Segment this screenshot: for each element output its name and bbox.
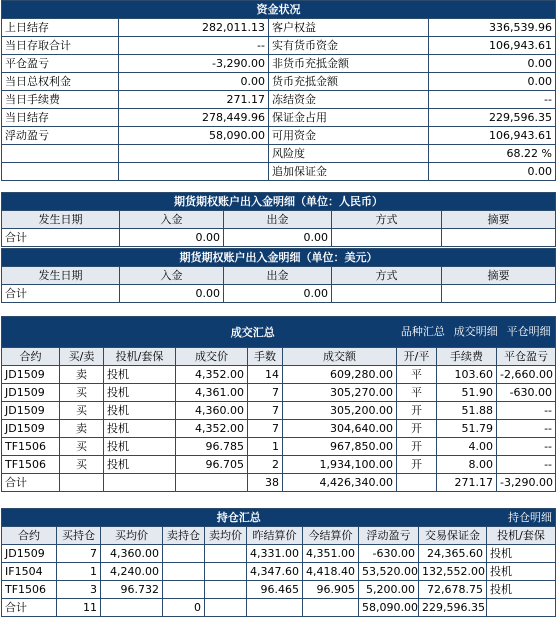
trades-cell: JD1509 xyxy=(2,420,60,438)
positions-cell: 7 xyxy=(57,545,101,563)
col-out: 出金 xyxy=(224,211,332,229)
positions-cell: 96.465 xyxy=(247,581,303,599)
funds-label: 当日总权利金 xyxy=(2,73,119,91)
trades-cell: 卖 xyxy=(60,366,104,384)
total-in: 0.00 xyxy=(120,285,224,303)
funds-value: 278,449.96 xyxy=(119,109,269,127)
table-row xyxy=(2,545,556,563)
total-amount: 4,426,340.00 xyxy=(283,474,397,492)
col-note: 摘要 xyxy=(442,211,556,229)
positions-cell xyxy=(205,563,247,581)
usd-cashflow-table xyxy=(1,248,556,303)
trades-cell: 投机 xyxy=(104,438,176,456)
positions-cell xyxy=(205,581,247,599)
funds-label: 当日结存 xyxy=(2,109,119,127)
trades-cell: 7 xyxy=(248,384,283,402)
trades-cell: 305,200.00 xyxy=(283,402,397,420)
funds-row xyxy=(2,163,556,181)
trades-cell: 4,352.00 xyxy=(176,366,248,384)
funds-value: 0.00 xyxy=(119,73,269,91)
trades-col-header: 平仓盈亏 xyxy=(497,348,556,366)
positions-cell: 1 xyxy=(57,563,101,581)
positions-col-header: 卖均价 xyxy=(205,527,247,545)
positions-cell: 53,520.00 xyxy=(359,563,419,581)
positions-header-row xyxy=(2,527,556,545)
col-date: 发生日期 xyxy=(2,211,120,229)
positions-cell: TF1506 xyxy=(2,581,57,599)
funds-label: 浮动盈亏 xyxy=(2,127,119,145)
total-lots: 38 xyxy=(248,474,283,492)
positions-cell xyxy=(163,581,205,599)
trades-cell: 14 xyxy=(248,366,283,384)
funds-row xyxy=(2,91,556,109)
trades-cell: 买 xyxy=(60,438,104,456)
funds-label xyxy=(2,145,119,163)
total-pnl: 58,090.00 xyxy=(359,599,419,617)
trades-cell: 51.88 xyxy=(437,402,497,420)
positions-title: 持仓汇总 xyxy=(2,509,419,527)
total-in: 0.00 xyxy=(120,229,224,247)
total-label: 合计 xyxy=(2,474,60,492)
trades-cell: 96.705 xyxy=(176,456,248,474)
funds-value xyxy=(119,145,269,163)
positions-cell: 4,418.40 xyxy=(303,563,359,581)
trades-cell: 2 xyxy=(248,456,283,474)
funds-label xyxy=(2,163,119,181)
trades-cell: 平 xyxy=(397,384,437,402)
trades-cell: 7 xyxy=(248,420,283,438)
trades-cell: 投机 xyxy=(104,384,176,402)
positions-col-header: 浮动盈亏 xyxy=(359,527,419,545)
trades-cell: 投机 xyxy=(104,366,176,384)
trades-col-header: 成交额 xyxy=(283,348,397,366)
positions-cell: 4,240.00 xyxy=(101,563,163,581)
positions-cell: 4,351.00 xyxy=(303,545,359,563)
trades-cell: 4,361.00 xyxy=(176,384,248,402)
positions-cell: 96.732 xyxy=(101,581,163,599)
table-row xyxy=(2,420,556,438)
positions-cell: 4,347.60 xyxy=(247,563,303,581)
trades-col-header: 手数 xyxy=(248,348,283,366)
trades-col-header: 手续费 xyxy=(437,348,497,366)
positions-col-header: 买持仓 xyxy=(57,527,101,545)
trades-cell: 开 xyxy=(397,402,437,420)
trades-cell: JD1509 xyxy=(2,366,60,384)
positions-cell: 132,552.00 xyxy=(419,563,487,581)
trades-cell: 305,270.00 xyxy=(283,384,397,402)
trades-cell: JD1509 xyxy=(2,384,60,402)
positions-cell: 投机 xyxy=(487,563,556,581)
positions-cell: 投机 xyxy=(487,545,556,563)
close-detail-link[interactable]: 平仓明细 xyxy=(506,325,551,338)
funds-value: 0.00 xyxy=(429,73,556,91)
funds-label: 非货币充抵金额 xyxy=(269,55,429,73)
funds-label: 当日手续费 xyxy=(2,91,119,109)
positions-cell: IF1504 xyxy=(2,563,57,581)
col-method: 方式 xyxy=(332,267,442,285)
trades-cell: 7 xyxy=(248,402,283,420)
funds-label: 风险度 xyxy=(269,145,429,163)
funds-value: 229,596.35 xyxy=(429,109,556,127)
funds-value: 106,943.61 xyxy=(429,127,556,145)
positions-cell: 3 xyxy=(57,581,101,599)
col-in: 入金 xyxy=(120,267,224,285)
trades-summary-table xyxy=(1,316,556,492)
trades-cell: -- xyxy=(497,420,556,438)
trades-cell: JD1509 xyxy=(2,402,60,420)
funds-value: -3,290.00 xyxy=(119,55,269,73)
funds-value: 336,539.96 xyxy=(429,19,556,37)
trade-detail-link[interactable]: 成交明细 xyxy=(453,325,498,338)
rmb-total-row xyxy=(2,229,556,247)
trades-cell: 卖 xyxy=(60,420,104,438)
total-sell: 0 xyxy=(163,599,205,617)
positions-cell: 投机 xyxy=(487,581,556,599)
positions-col-header: 买均价 xyxy=(101,527,163,545)
funds-value: -- xyxy=(429,91,556,109)
positions-col-header: 今结算价 xyxy=(303,527,359,545)
funds-label: 当日存取合计 xyxy=(2,37,119,55)
funds-row xyxy=(2,55,556,73)
funds-label: 追加保证金 xyxy=(269,163,429,181)
trades-cell: -630.00 xyxy=(497,384,556,402)
trades-cell: 51.90 xyxy=(437,384,497,402)
positions-cell xyxy=(205,545,247,563)
total-out: 0.00 xyxy=(224,285,332,303)
table-row xyxy=(2,581,556,599)
total-label: 合计 xyxy=(2,599,57,617)
funds-value: 106,943.61 xyxy=(429,37,556,55)
trades-cell: 1 xyxy=(248,438,283,456)
table-row xyxy=(2,438,556,456)
positions-col-header: 昨结算价 xyxy=(247,527,303,545)
trades-cell: 4,360.00 xyxy=(176,402,248,420)
funds-row xyxy=(2,73,556,91)
trades-col-header: 投机/套保 xyxy=(104,348,176,366)
table-row xyxy=(2,384,556,402)
table-row xyxy=(2,402,556,420)
trades-cell: 开 xyxy=(397,456,437,474)
trades-cell: -- xyxy=(497,402,556,420)
trades-cell: 103.60 xyxy=(437,366,497,384)
funds-value: 271.17 xyxy=(119,91,269,109)
trades-cell: 967,850.00 xyxy=(283,438,397,456)
positions-col-header: 合约 xyxy=(2,527,57,545)
usd-title: 期货期权账户出入金明细（单位：美元） xyxy=(2,249,556,267)
positions-cell: 24,365.60 xyxy=(419,545,487,563)
trades-cell: 开 xyxy=(397,438,437,456)
funds-row xyxy=(2,127,556,145)
trades-cell: 96.785 xyxy=(176,438,248,456)
trades-col-header: 买/卖 xyxy=(60,348,104,366)
positions-cell: 4,360.00 xyxy=(101,545,163,563)
total-fee: 271.17 xyxy=(437,474,497,492)
trades-col-header: 合约 xyxy=(2,348,60,366)
trades-col-header: 开/平 xyxy=(397,348,437,366)
funds-value: -- xyxy=(119,37,269,55)
trades-total-row xyxy=(2,474,556,492)
positions-col-header: 投机/套保 xyxy=(487,527,556,545)
positions-cell: -630.00 xyxy=(359,545,419,563)
trades-cell: 买 xyxy=(60,384,104,402)
col-in: 入金 xyxy=(120,211,224,229)
positions-cell: 4,331.00 xyxy=(247,545,303,563)
trades-cell: -- xyxy=(497,438,556,456)
funds-label: 可用资金 xyxy=(269,127,429,145)
trades-col-header: 成交价 xyxy=(176,348,248,366)
trades-cell: -2,660.00 xyxy=(497,366,556,384)
funds-value: 282,011.13 xyxy=(119,19,269,37)
rmb-header-row xyxy=(2,211,556,229)
table-row xyxy=(2,366,556,384)
funds-value: 0.00 xyxy=(429,163,556,181)
positions-summary-table xyxy=(1,508,556,617)
variety-summary-link[interactable]: 品种汇总 xyxy=(400,325,445,338)
total-buy: 11 xyxy=(57,599,101,617)
trades-title: 成交汇总 xyxy=(2,317,397,348)
funds-value: 58,090.00 xyxy=(119,127,269,145)
trades-cell: 投机 xyxy=(104,402,176,420)
total-out: 0.00 xyxy=(224,229,332,247)
trades-header-row xyxy=(2,348,556,366)
usd-total-row xyxy=(2,285,556,303)
positions-cell: 72,678.75 xyxy=(419,581,487,599)
funds-label: 货币充抵金额 xyxy=(269,73,429,91)
funds-title: 资金状况 xyxy=(2,1,556,19)
table-row xyxy=(2,563,556,581)
funds-value: 0.00 xyxy=(429,55,556,73)
rmb-title: 期货期权账户出入金明细（单位：人民币） xyxy=(2,193,556,211)
trades-cell: 4,352.00 xyxy=(176,420,248,438)
trades-cell: 投机 xyxy=(104,420,176,438)
funds-label: 保证金占用 xyxy=(269,109,429,127)
trades-cell: 4.00 xyxy=(437,438,497,456)
funds-value: 68.22 % xyxy=(429,145,556,163)
funds-label: 平仓盈亏 xyxy=(2,55,119,73)
positions-cell: 96.905 xyxy=(303,581,359,599)
col-method: 方式 xyxy=(332,211,442,229)
trades-cell: 投机 xyxy=(104,456,176,474)
total-label: 合计 xyxy=(2,285,120,303)
position-detail-link[interactable]: 持仓明细 xyxy=(508,511,552,524)
funds-value xyxy=(119,163,269,181)
funds-label: 实有货币资金 xyxy=(269,37,429,55)
trades-cell: 买 xyxy=(60,456,104,474)
trades-cell: 1,934,100.00 xyxy=(283,456,397,474)
col-note: 摘要 xyxy=(442,267,556,285)
trades-cell: 平 xyxy=(397,366,437,384)
trades-cell: -- xyxy=(497,456,556,474)
total-label: 合计 xyxy=(2,229,120,247)
trades-cell: 304,640.00 xyxy=(283,420,397,438)
positions-cell xyxy=(163,545,205,563)
positions-cell: JD1509 xyxy=(2,545,57,563)
funds-row xyxy=(2,19,556,37)
trades-cell: 609,280.00 xyxy=(283,366,397,384)
positions-cell: 5,200.00 xyxy=(359,581,419,599)
funds-label: 上日结存 xyxy=(2,19,119,37)
col-out: 出金 xyxy=(224,267,332,285)
trades-cell: 买 xyxy=(60,402,104,420)
funds-row xyxy=(2,109,556,127)
trades-cell: 8.00 xyxy=(437,456,497,474)
table-row xyxy=(2,456,556,474)
rmb-cashflow-table xyxy=(1,192,556,247)
trades-cell: 开 xyxy=(397,420,437,438)
total-pnl: -3,290.00 xyxy=(497,474,556,492)
trades-cell: TF1506 xyxy=(2,456,60,474)
funds-row xyxy=(2,37,556,55)
positions-cell xyxy=(163,563,205,581)
trades-cell: 51.79 xyxy=(437,420,497,438)
funds-summary-table xyxy=(1,0,556,181)
col-date: 发生日期 xyxy=(2,267,120,285)
funds-row xyxy=(2,145,556,163)
positions-col-header: 卖持仓 xyxy=(163,527,205,545)
funds-label: 客户权益 xyxy=(269,19,429,37)
positions-col-header: 交易保证金 xyxy=(419,527,487,545)
total-margin: 229,596.35 xyxy=(419,599,487,617)
funds-label: 冻结资金 xyxy=(269,91,429,109)
trades-cell: TF1506 xyxy=(2,438,60,456)
usd-header-row xyxy=(2,267,556,285)
